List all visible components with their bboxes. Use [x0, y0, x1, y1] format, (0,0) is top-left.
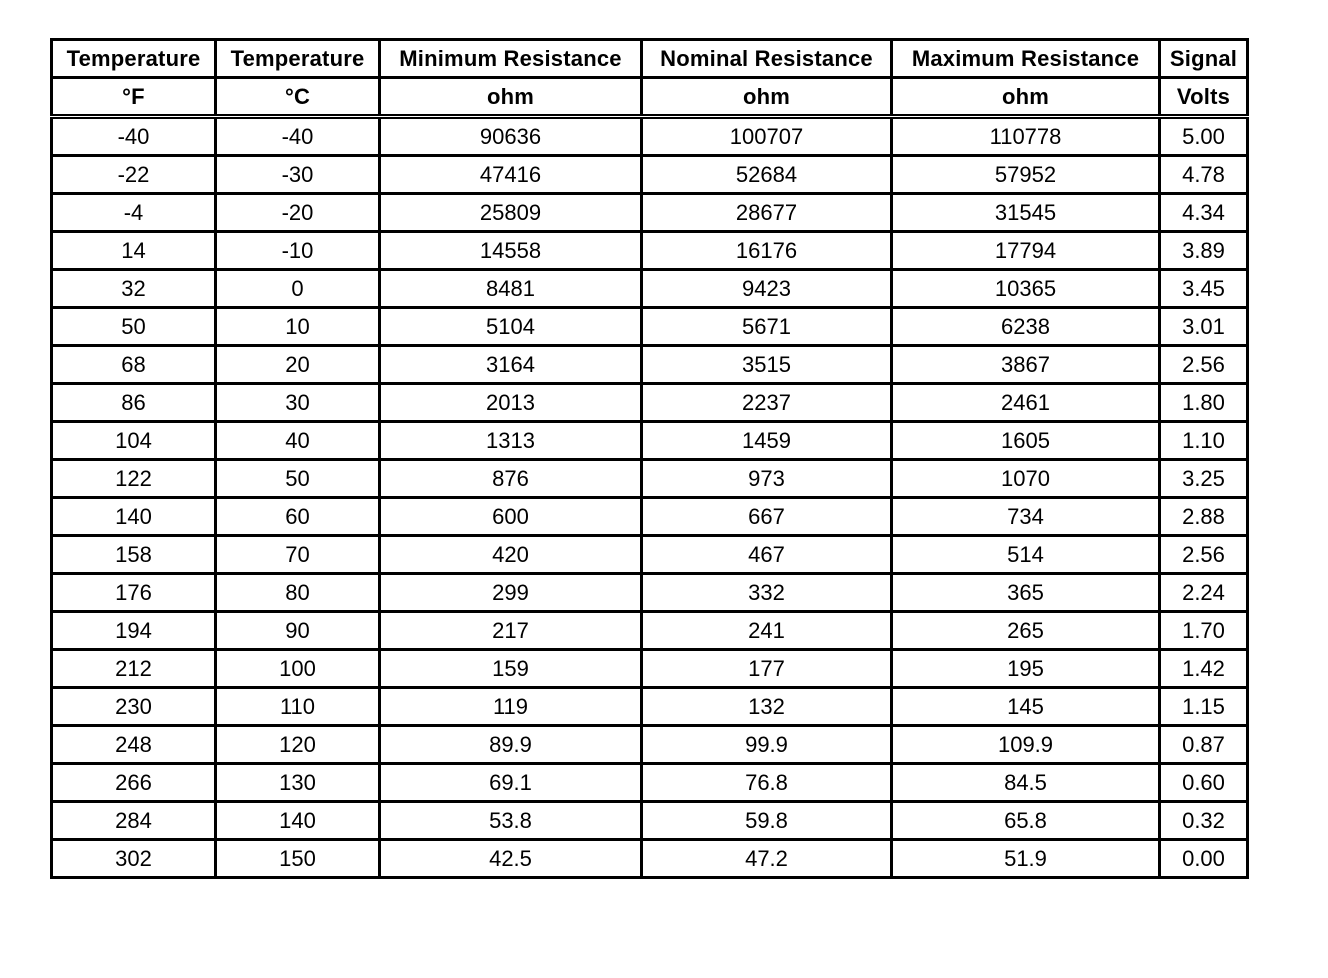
min-resistance-cell: 119 — [380, 688, 642, 726]
temp-f-cell: 176 — [52, 574, 216, 612]
max-resistance-cell: 17794 — [892, 232, 1160, 270]
signal-volts-cell: 2.56 — [1160, 536, 1248, 574]
temp-c-cell: 70 — [216, 536, 380, 574]
temp-c-cell: 80 — [216, 574, 380, 612]
signal-volts-cell: 1.80 — [1160, 384, 1248, 422]
min-resistance-cell: 159 — [380, 650, 642, 688]
min-resistance-cell: 90636 — [380, 117, 642, 156]
signal-volts-cell: 0.60 — [1160, 764, 1248, 802]
temp-c-cell: 130 — [216, 764, 380, 802]
nominal-resistance-cell: 467 — [642, 536, 892, 574]
nominal-resistance-cell: 667 — [642, 498, 892, 536]
nominal-resistance-cell: 100707 — [642, 117, 892, 156]
temp-f-cell: 230 — [52, 688, 216, 726]
temp-c-cell: 100 — [216, 650, 380, 688]
signal-volts-cell: 3.01 — [1160, 308, 1248, 346]
temp-f-cell: 158 — [52, 536, 216, 574]
table-header — [52, 40, 1248, 117]
header-temperature-c: Temperature — [216, 40, 380, 78]
unit-fahrenheit: °F — [52, 78, 216, 117]
max-resistance-cell: 3867 — [892, 346, 1160, 384]
temp-c-cell: -20 — [216, 194, 380, 232]
nominal-resistance-cell: 16176 — [642, 232, 892, 270]
nominal-resistance-cell: 47.2 — [642, 840, 892, 878]
min-resistance-cell: 876 — [380, 460, 642, 498]
temp-f-cell: 32 — [52, 270, 216, 308]
table-row — [52, 612, 1248, 650]
temp-c-cell: 10 — [216, 308, 380, 346]
signal-volts-cell: 3.25 — [1160, 460, 1248, 498]
min-resistance-cell: 53.8 — [380, 802, 642, 840]
table-row — [52, 308, 1248, 346]
signal-volts-cell: 2.24 — [1160, 574, 1248, 612]
min-resistance-cell: 420 — [380, 536, 642, 574]
max-resistance-cell: 65.8 — [892, 802, 1160, 840]
temp-c-cell: 20 — [216, 346, 380, 384]
min-resistance-cell: 600 — [380, 498, 642, 536]
temp-c-cell: 0 — [216, 270, 380, 308]
max-resistance-cell: 6238 — [892, 308, 1160, 346]
temp-f-cell: 248 — [52, 726, 216, 764]
table-row — [52, 270, 1248, 308]
temp-f-cell: -22 — [52, 156, 216, 194]
max-resistance-cell: 51.9 — [892, 840, 1160, 878]
units-row — [52, 78, 1248, 117]
signal-volts-cell: 0.32 — [1160, 802, 1248, 840]
temp-c-cell: 150 — [216, 840, 380, 878]
temp-f-cell: -4 — [52, 194, 216, 232]
nominal-resistance-cell: 177 — [642, 650, 892, 688]
header-minimum-resistance: Minimum Resistance — [380, 40, 642, 78]
signal-volts-cell: 1.42 — [1160, 650, 1248, 688]
temp-c-cell: 120 — [216, 726, 380, 764]
header-signal: Signal — [1160, 40, 1248, 78]
signal-volts-cell: 3.45 — [1160, 270, 1248, 308]
table-row — [52, 802, 1248, 840]
table-row — [52, 460, 1248, 498]
min-resistance-cell: 3164 — [380, 346, 642, 384]
signal-volts-cell: 1.10 — [1160, 422, 1248, 460]
temp-f-cell: 140 — [52, 498, 216, 536]
temp-c-cell: -40 — [216, 117, 380, 156]
temp-c-cell: 30 — [216, 384, 380, 422]
header-maximum-resistance: Maximum Resistance — [892, 40, 1160, 78]
signal-volts-cell: 3.89 — [1160, 232, 1248, 270]
max-resistance-cell: 2461 — [892, 384, 1160, 422]
signal-volts-cell: 0.00 — [1160, 840, 1248, 878]
min-resistance-cell: 14558 — [380, 232, 642, 270]
min-resistance-cell: 8481 — [380, 270, 642, 308]
nominal-resistance-cell: 52684 — [642, 156, 892, 194]
nominal-resistance-cell: 5671 — [642, 308, 892, 346]
temp-f-cell: 50 — [52, 308, 216, 346]
temp-f-cell: 266 — [52, 764, 216, 802]
temp-c-cell: 40 — [216, 422, 380, 460]
table-row — [52, 536, 1248, 574]
max-resistance-cell: 1605 — [892, 422, 1160, 460]
nominal-resistance-cell: 76.8 — [642, 764, 892, 802]
max-resistance-cell: 195 — [892, 650, 1160, 688]
unit-celsius: °C — [216, 78, 380, 117]
table-row — [52, 726, 1248, 764]
nominal-resistance-cell: 2237 — [642, 384, 892, 422]
signal-volts-cell: 1.15 — [1160, 688, 1248, 726]
signal-volts-cell: 4.78 — [1160, 156, 1248, 194]
max-resistance-cell: 145 — [892, 688, 1160, 726]
temp-f-cell: 212 — [52, 650, 216, 688]
nominal-resistance-cell: 9423 — [642, 270, 892, 308]
table-row — [52, 574, 1248, 612]
header-temperature-f: Temperature — [52, 40, 216, 78]
table-body — [52, 117, 1248, 878]
max-resistance-cell: 109.9 — [892, 726, 1160, 764]
nominal-resistance-cell: 99.9 — [642, 726, 892, 764]
table-row — [52, 384, 1248, 422]
unit-min-ohm: ohm — [380, 78, 642, 117]
table-row — [52, 498, 1248, 536]
temp-c-cell: 110 — [216, 688, 380, 726]
min-resistance-cell: 47416 — [380, 156, 642, 194]
max-resistance-cell: 265 — [892, 612, 1160, 650]
temp-c-cell: 50 — [216, 460, 380, 498]
max-resistance-cell: 57952 — [892, 156, 1160, 194]
max-resistance-cell: 514 — [892, 536, 1160, 574]
temp-f-cell: -40 — [52, 117, 216, 156]
max-resistance-cell: 110778 — [892, 117, 1160, 156]
min-resistance-cell: 217 — [380, 612, 642, 650]
resistance-table — [50, 38, 1249, 879]
signal-volts-cell: 1.70 — [1160, 612, 1248, 650]
max-resistance-cell: 84.5 — [892, 764, 1160, 802]
header-nominal-resistance: Nominal Resistance — [642, 40, 892, 78]
nominal-resistance-cell: 1459 — [642, 422, 892, 460]
nominal-resistance-cell: 28677 — [642, 194, 892, 232]
temp-f-cell: 194 — [52, 612, 216, 650]
signal-volts-cell: 5.00 — [1160, 117, 1248, 156]
temp-f-cell: 104 — [52, 422, 216, 460]
table-row — [52, 422, 1248, 460]
table-row — [52, 764, 1248, 802]
nominal-resistance-cell: 332 — [642, 574, 892, 612]
table-row — [52, 194, 1248, 232]
max-resistance-cell: 365 — [892, 574, 1160, 612]
temp-f-cell: 86 — [52, 384, 216, 422]
temp-f-cell: 284 — [52, 802, 216, 840]
nominal-resistance-cell: 132 — [642, 688, 892, 726]
nominal-resistance-cell: 973 — [642, 460, 892, 498]
unit-max-ohm: ohm — [892, 78, 1160, 117]
table-row — [52, 688, 1248, 726]
table-row — [52, 650, 1248, 688]
signal-volts-cell: 2.88 — [1160, 498, 1248, 536]
min-resistance-cell: 25809 — [380, 194, 642, 232]
header-row — [52, 40, 1248, 78]
table-row — [52, 840, 1248, 878]
temp-c-cell: -10 — [216, 232, 380, 270]
unit-nominal-ohm: ohm — [642, 78, 892, 117]
signal-volts-cell: 0.87 — [1160, 726, 1248, 764]
table-row — [52, 346, 1248, 384]
nominal-resistance-cell: 59.8 — [642, 802, 892, 840]
temp-f-cell: 302 — [52, 840, 216, 878]
table-row — [52, 156, 1248, 194]
signal-volts-cell: 4.34 — [1160, 194, 1248, 232]
signal-volts-cell: 2.56 — [1160, 346, 1248, 384]
min-resistance-cell: 2013 — [380, 384, 642, 422]
temp-c-cell: 90 — [216, 612, 380, 650]
min-resistance-cell: 1313 — [380, 422, 642, 460]
min-resistance-cell: 42.5 — [380, 840, 642, 878]
temp-c-cell: 60 — [216, 498, 380, 536]
temp-c-cell: -30 — [216, 156, 380, 194]
temp-f-cell: 122 — [52, 460, 216, 498]
min-resistance-cell: 89.9 — [380, 726, 642, 764]
table-row — [52, 117, 1248, 156]
table-row — [52, 232, 1248, 270]
temp-f-cell: 68 — [52, 346, 216, 384]
temp-c-cell: 140 — [216, 802, 380, 840]
max-resistance-cell: 1070 — [892, 460, 1160, 498]
nominal-resistance-cell: 3515 — [642, 346, 892, 384]
max-resistance-cell: 10365 — [892, 270, 1160, 308]
min-resistance-cell: 69.1 — [380, 764, 642, 802]
max-resistance-cell: 31545 — [892, 194, 1160, 232]
min-resistance-cell: 5104 — [380, 308, 642, 346]
unit-volts: Volts — [1160, 78, 1248, 117]
nominal-resistance-cell: 241 — [642, 612, 892, 650]
temp-f-cell: 14 — [52, 232, 216, 270]
max-resistance-cell: 734 — [892, 498, 1160, 536]
min-resistance-cell: 299 — [380, 574, 642, 612]
